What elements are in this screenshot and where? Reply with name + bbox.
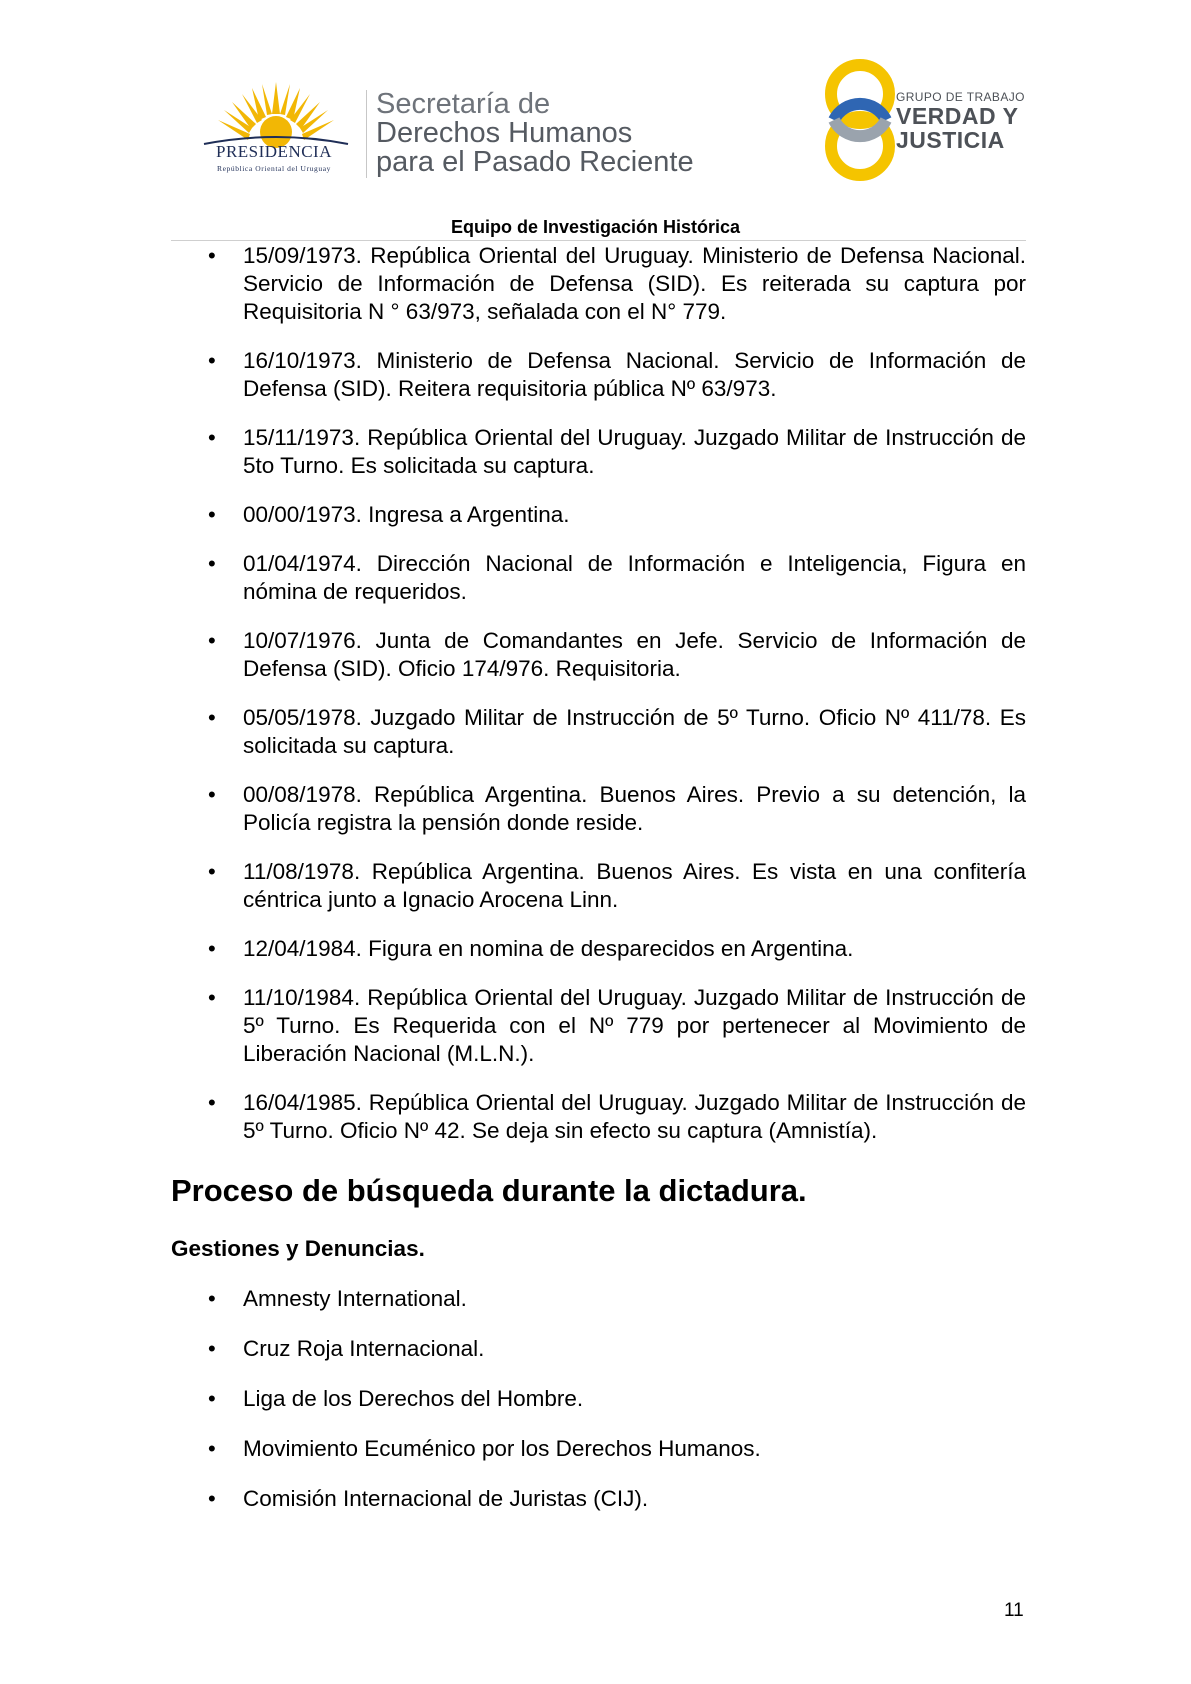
organization-item: • Cruz Roja Internacional.	[171, 1335, 1026, 1363]
team-title: Equipo de Investigación Histórica	[450, 217, 741, 237]
event-item: • 05/05/1978. Juzgado Militar de Instrucción de 5º Turno. Oficio Nº 411/78. Es solicitada su captura.	[171, 704, 1026, 760]
event-item: • 12/04/1984. Figura en nomina de desparecidos en Argentina.	[171, 935, 1026, 963]
organization-item: • Movimiento Ecuménico por los Derechos Humanos.	[171, 1435, 1026, 1463]
organization-item: • Comisión Internacional de Juristas (CIJ).	[171, 1485, 1026, 1513]
organization-item: • Amnesty International.	[171, 1285, 1026, 1313]
event-item: • 15/09/1973. República Oriental del Uruguay. Ministerio de Defensa Nacional. Servicio de Información de Defensa (SID). Es reiterada su captura por Requisitoria N ° 63/973, señalada con el N° 779.	[171, 242, 1026, 326]
grupo-line2: VERDAD Y	[896, 103, 1019, 129]
event-item: • 00/00/1973. Ingresa a Argentina.	[171, 501, 1026, 529]
secretaria-line3: para el Pasado Reciente	[376, 146, 694, 178]
secretaria-logo-text	[376, 90, 694, 177]
event-item: • 15/11/1973. República Oriental del Uruguay. Juzgado Militar de Instrucción de 5to Turno. Es solicitada su captura.	[171, 424, 1026, 480]
page-number: 11	[1004, 1600, 1024, 1621]
presidencia-subtitle: República Oriental del Uruguay	[216, 164, 331, 173]
organization-item: • Liga de los Derechos del Hombre.	[171, 1385, 1026, 1413]
grupo-trabajo-text	[896, 90, 1025, 152]
event-item: • 16/04/1985. República Oriental del Uruguay. Juzgado Militar de Instrucción de 5º Turno. Oficio Nº 42. Se deja sin efecto su captura (Amnistía).	[171, 1089, 1026, 1145]
presidencia-logo	[196, 80, 356, 180]
section-subtitle: Gestiones y Denuncias.	[171, 1236, 425, 1261]
sun-icon	[196, 80, 356, 150]
header-divider	[366, 90, 367, 178]
header-rule	[171, 240, 1026, 241]
events-list	[171, 242, 1026, 1145]
organizations-list	[171, 1285, 1026, 1513]
section-title: Proceso de búsqueda durante la dictadura.	[171, 1173, 807, 1208]
presidencia-name: PRESIDENCIA	[215, 142, 332, 161]
grupo-line1: GRUPO DE TRABAJO	[896, 90, 1025, 104]
event-item: • 16/10/1973. Ministerio de Defensa Nacional. Servicio de Información de Defensa (SID). Reitera requisitoria pública Nº 63/973.	[171, 347, 1026, 403]
event-item: • 10/07/1976. Junta de Comandantes en Jefe. Servicio de Información de Defensa (SID). Oficio 174/976. Requisitoria.	[171, 627, 1026, 683]
event-item: • 01/04/1974. Dirección Nacional de Información e Inteligencia, Figura en nómina de requeridos.	[171, 550, 1026, 606]
secretaria-line1: Secretaría de	[376, 88, 551, 120]
event-item: • 11/10/1984. República Oriental del Uruguay. Juzgado Militar de Instrucción de 5º Turno. Es Requerida con el Nº 779 por pertenecer al Movimiento de Liberación Nacional (M.L.N.).	[171, 984, 1026, 1068]
secretaria-line2: Derechos Humanos	[376, 117, 633, 149]
grupo-line3: JUSTICIA	[896, 127, 1005, 153]
document-body	[171, 242, 1026, 1535]
event-item: • 00/08/1978. República Argentina. Buenos Aires. Previo a su detención, la Policía registra la pensión donde reside.	[171, 781, 1026, 837]
event-item: • 11/08/1978. República Argentina. Buenos Aires. Es vista en una confitería céntrica junto a Ignacio Arocena Linn.	[171, 858, 1026, 914]
